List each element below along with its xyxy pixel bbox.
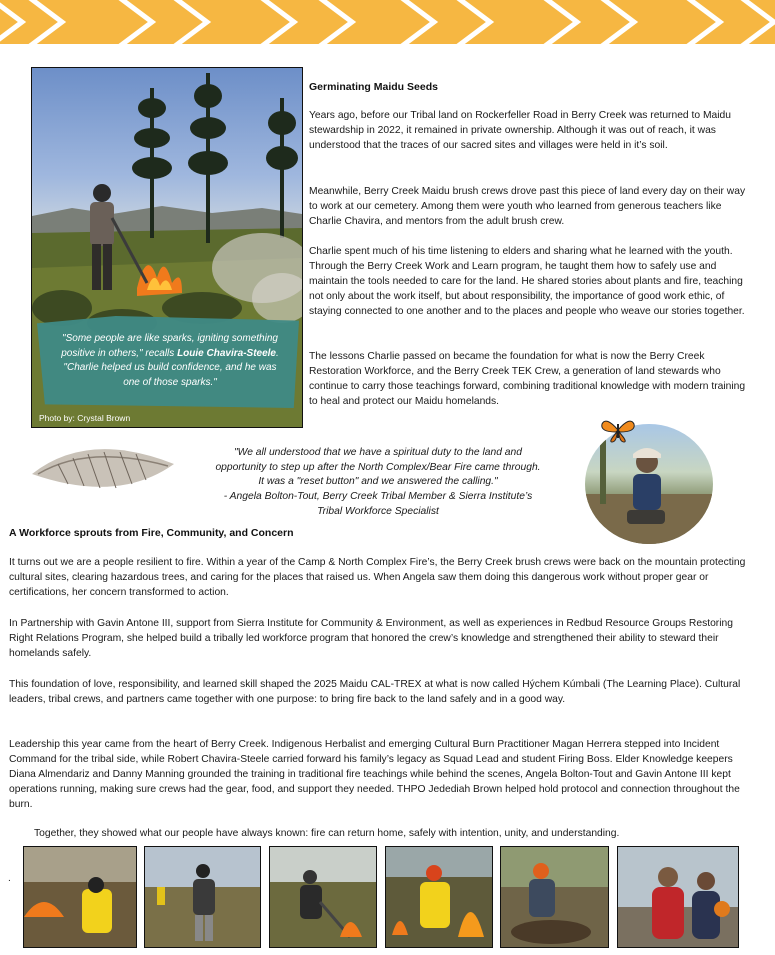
hero-quote: "Some people are like sparks, igniting something positive in others," recalls Louie Chavira-Steele. "Charlie helped us build confidence, and he was one of those sparks."	[61, 333, 279, 388]
photo-credit: Photo by: Crystal Brown	[39, 413, 131, 423]
paragraph-5: It turns out we are a people resilient to fire. Within a year of the Camp & North Complex Fire’s, the Berry Creek brush crews were back on the mountain protecting cultural sites, clearing hazardous trees, and caring for the places that raised us. When Angela saw them doing this dangerous work without proper gear or certifications, her concern transformed to action.	[9, 557, 746, 598]
gallery-photo-5	[500, 846, 609, 948]
gallery-photo-1	[23, 846, 137, 948]
paragraph-8: Leadership this year came from the heart of Berry Creek. Indigenous Herbalist and emerging Cultural Burn Practitioner Magan Herrera stepped into Incident Command for the tribal side, while Robert Chavira-Steele carried forward his family’s legacy as Squad Lead and student Firing Boss. Elder Knowledge keepers Diana Almendariz and Danny Manning grounded the training in traditional fire teachings while behind the scenes, Angela Bolton-Tout and Gavin Antone III kept operations running, making sure crews had the gear, food, and support they needed. THPO Jedediah Brown helped hold protocol and connection throughout the burn.	[9, 739, 740, 810]
gallery-photo-2	[144, 846, 261, 948]
section-title-germinating: Germinating Maidu Seeds	[309, 81, 438, 93]
hero-photo	[31, 67, 303, 428]
gallery-photo-3	[269, 846, 377, 948]
closing-line: Together, they showed what our people have always known: fire can return home, safely with intention, unity, and understanding.	[34, 828, 620, 839]
paragraph-1: Years ago, before our Tribal land on Rockerfeller Road in Berry Creek was returned to Maidu stewardship in 2022, it remained in private ownership. Although it was out of reach, it was understood that the traces of our sacred sites and villages were held in it’s soil.	[309, 110, 732, 151]
quote-author: Louie Chavira-Steele	[177, 347, 276, 359]
paragraph-3: Charlie spent much of his time listening to elders and sharing what he learned with the youth. Through the Berry Creek Work and Learn program, he taught them how to safely use and maintain the tools needed to care for the land. He shared stories about plants and fire, teaching not only about the work itself, but about responsibility, the importance of good work ethic, of staying connected to one another and to the places and people who weave our stories together.	[309, 246, 745, 317]
gallery-photo-4	[385, 846, 493, 948]
section-title-workforce: A Workforce sprouts from Fire, Community, and Concern	[9, 527, 294, 539]
paragraph-7: This foundation of love, responsibility, and learned skill shaped the 2025 Maidu CAL-TREX at what is now called Hýchem Kúmbali (The Learning Place). Cultural leaders, tribal crews, and partners came together with one purpose: to bring fire back to the land safely and in a good way.	[9, 679, 741, 705]
gallery-photo-6	[617, 846, 739, 948]
feather-icon	[28, 434, 178, 514]
paragraph-4: The lessons Charlie passed on became the foundation for what is now the Berry Creek Restoration Workforce, and the Berry Creek TEK Crew, a generation of land stewards who continue to carry those teachings forward, combining traditional knowledge with modern training to heal and protect our Maidu homelands.	[309, 351, 746, 407]
paragraph-2: Meanwhile, Berry Creek Maidu brush crews drove past this piece of land every day on their way to work at our cemetery. Among them were youth who learned from generous teachers like Charlie Chavira, and mentors from the adult brush crew.	[309, 186, 746, 227]
chevron-pattern-icon	[0, 0, 775, 44]
butterfly-icon	[600, 418, 636, 444]
angela-quote: "We all understood that we have a spiritual duty to the land and opportunity to step up after the North Complex/Bear Fire came through. It was a "reset button" and we answered the calling." - Angela Bolton-Tout, Berry Creek Tribal Member & Sierra Institute’s Tribal Workforce Specialist	[215, 447, 541, 517]
top-banner	[0, 0, 775, 44]
stray-dot: .	[8, 873, 11, 884]
paragraph-6: In Partnership with Gavin Antone III, support from Sierra Institute for Community & Environment, as well as experiences in Redbud Resource Groups Restoring Right Relations Program, she helped build a tribally led workforce program that honored the crew’s knowledge and strengthened their ability to steward their homelands safely.	[9, 618, 733, 659]
